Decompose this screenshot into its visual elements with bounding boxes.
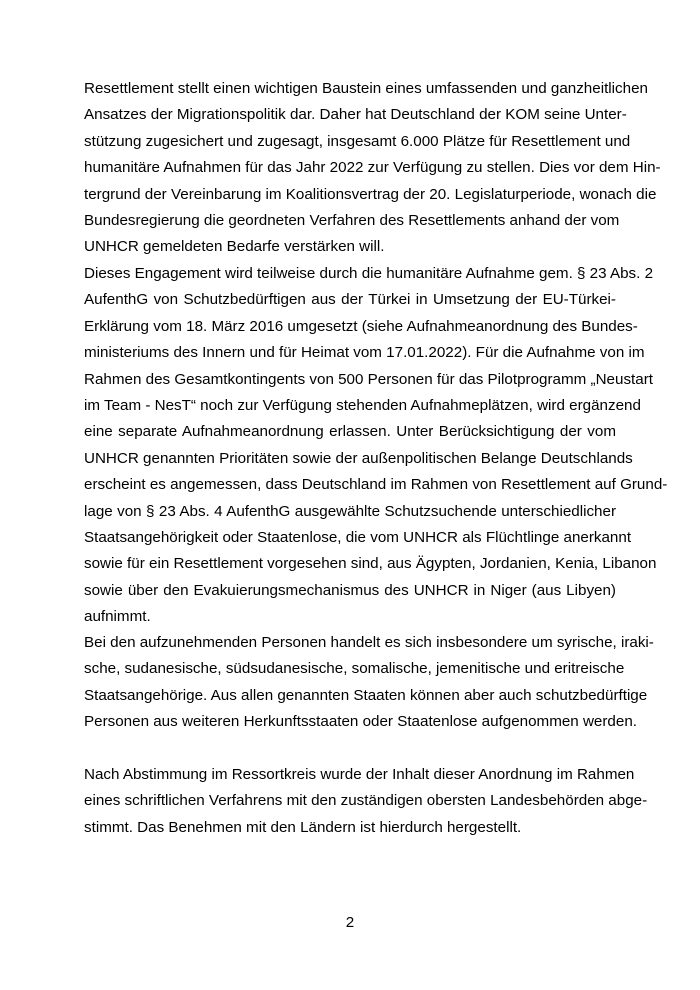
text-line: Staatsangehörigkeit oder Staatenlose, die vom UNHCR als Flüchtlinge anerkannt	[84, 528, 632, 546]
text-line: UNHCR gemeldeten Bedarfe verstärken will.	[84, 238, 385, 256]
text-line: stützung zugesichert und zugesagt, insgesamt 6.000 Plätze für Resettlement und	[84, 132, 631, 150]
text-line: AufenthG von Schutzbedürftigen aus der Türkei in Umsetzung der EU-Türkei-	[84, 291, 616, 309]
paragraph-coordination	[84, 762, 648, 841]
text-line: stimmt. Das Benehmen mit den Ländern ist hierdurch hergestellt.	[84, 818, 522, 836]
text-line: Erklärung vom 18. März 2016 umgesetzt (siehe Aufnahmeanordnung des Bundes-	[84, 317, 638, 335]
page-number: 2	[345, 914, 355, 931]
paragraph-persons	[84, 630, 654, 736]
text-line: Staatsangehörige. Aus allen genannten Staaten können aber auch schutzbedürftige	[84, 686, 648, 704]
text-line: aufnimmt.	[84, 608, 151, 626]
text-line: erscheint es angemessen, dass Deutschland im Rahmen von Resettlement auf Grund-	[84, 476, 668, 494]
text-line: Rahmen des Gesamtkontingents von 500 Personen für das Pilotprogramm „Neustart	[84, 370, 653, 388]
text-line: Dieses Engagement wird teilweise durch die humanitäre Aufnahme gem. § 23 Abs. 2	[84, 265, 654, 282]
paragraph-resettlement-overview	[84, 76, 661, 261]
text-line: Nach Abstimmung im Ressortkreis wurde der Inhalt dieser Anordnung im Rahmen	[84, 766, 635, 783]
text-line: sowie über den Evakuierungsmechanismus des UNHCR in Niger (aus Libyen)	[84, 581, 616, 599]
text-line: Personen aus weiteren Herkunftsstaaten oder Staatenlose aufgenommen werden.	[84, 713, 637, 731]
text-line: im Team - NesT“ noch zur Verfügung stehenden Aufnahmeplätzen, wird ergänzend	[84, 396, 641, 414]
text-line: sowie für ein Resettlement vorgesehen sind, aus Ägypten, Jordanien, Kenia, Libanon	[84, 555, 657, 573]
text-line: UNHCR genannten Prioritäten sowie der außenpolitischen Belange Deutschlands	[84, 449, 633, 467]
paragraph-engagement	[84, 261, 668, 630]
text-line: eine separate Aufnahmeanordnung erlassen. Unter Berücksichtigung der vom	[84, 423, 616, 441]
text-line: tergrund der Vereinbarung im Koalitionsvertrag der 20. Legislaturperiode, wonach die	[84, 185, 657, 203]
text-line: eines schriftlichen Verfahrens mit den zuständigen obersten Landesbehörden abge-	[84, 792, 648, 810]
text-line: Bundesregierung die geordneten Verfahren des Resettlements anhand der vom	[84, 211, 620, 229]
text-line: ministeriums des Innern und für Heimat vom 17.01.2022). Für die Aufnahme von im	[84, 344, 645, 362]
text-line: humanitäre Aufnahmen für das Jahr 2022 zur Verfügung zu stellen. Dies vor dem Hin-	[84, 159, 661, 177]
text-line: sche, sudanesische, südsudanesische, somalische, jemenitische und eritreische	[84, 660, 625, 678]
text-line: Ansatzes der Migrationspolitik dar. Daher hat Deutschland der KOM seine Unter-	[84, 106, 627, 124]
text-line: Resettlement stellt einen wichtigen Baustein eines umfassenden und ganzheitlichen	[84, 80, 648, 97]
text-line: lage von § 23 Abs. 4 AufenthG ausgewählte Schutzsuchende unterschiedlicher	[84, 502, 616, 520]
text-line: Bei den aufzunehmenden Personen handelt es sich insbesondere um syrische, iraki-	[84, 634, 654, 651]
